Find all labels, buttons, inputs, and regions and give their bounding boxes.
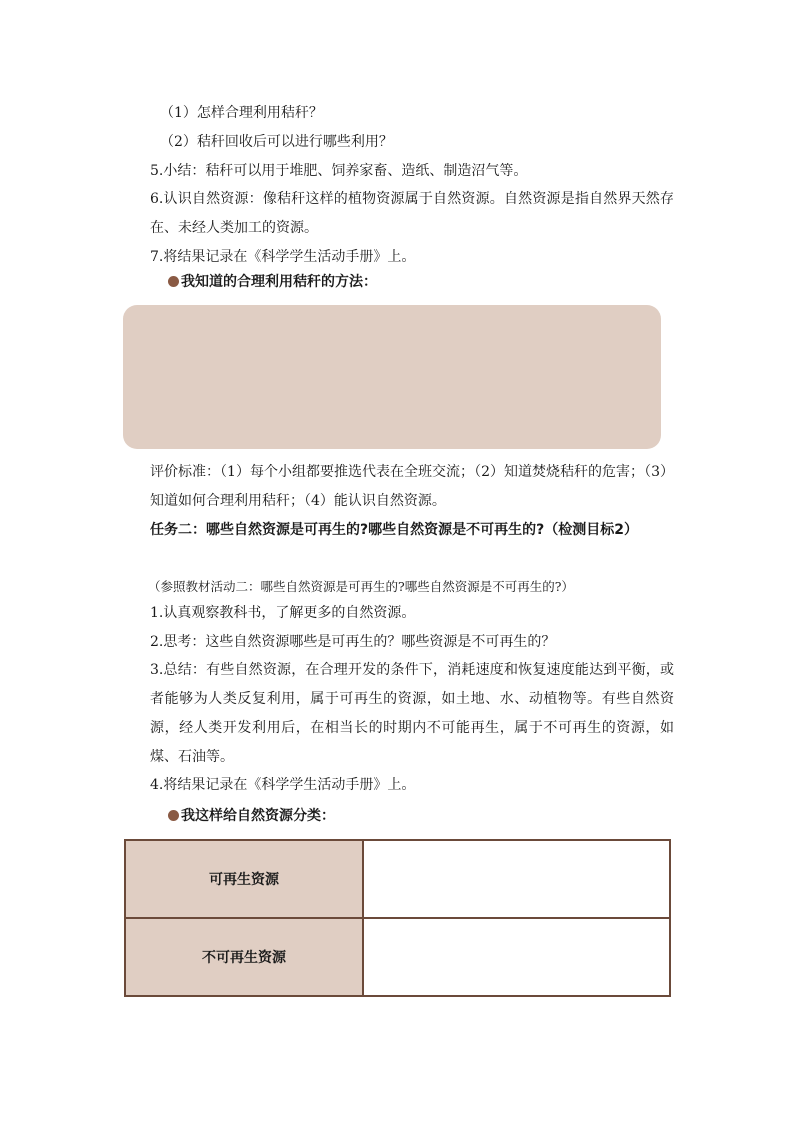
table-row [125, 840, 670, 918]
step-7-record: 7.将结果记录在《科学学生活动手册》上。 [150, 249, 416, 265]
heading-straw-methods [168, 272, 377, 292]
bullet-dot-icon [168, 810, 179, 821]
renewable-label-cell: 可再生资源 [125, 840, 363, 918]
task-2-step-1: 1.认真观察教科书，了解更多的自然资源。 [150, 605, 416, 621]
evaluation-criteria-text: 评价标准：（1）每个小组都要推选代表在全班交流；（2）知道焚烧秸秆的危害；（3）知道如何合理利用秸秆；（4）能认识自然资源。 [150, 464, 674, 509]
step-5-summary: 5.小结：秸秆可以用于堆肥、饲养家畜、造纸、制造沼气等。 [150, 163, 528, 179]
task-2-title [122, 516, 674, 545]
task-2-step-3 [122, 656, 674, 772]
resource-classification-table [124, 839, 671, 997]
question-2: （2）秸秆回收后可以进行哪些利用？ [160, 134, 393, 150]
task-2-title-text: 任务二：哪些自然资源是可再生的?哪些自然资源是不可再生的?（检测目标2） [150, 522, 638, 538]
heading-classify-resources [168, 806, 335, 826]
step-6-natural-resources [122, 185, 674, 243]
evaluation-criteria [122, 458, 674, 516]
task-2-step-2: 2.思考：这些自然资源哪些是可再生的？哪些资源是不可再生的？ [150, 634, 556, 650]
table-row [125, 918, 670, 996]
nonrenewable-label-cell: 不可再生资源 [125, 918, 363, 996]
nonrenewable-answer-cell[interactable] [363, 918, 670, 996]
step-6-text: 6.认识自然资源：像秸秆这样的植物资源属于自然资源。自然资源是指自然界天然存在、未经人类加工的资源。 [150, 191, 674, 236]
bullet-dot-icon [168, 276, 179, 287]
question-1: （1）怎样合理利用秸秆？ [160, 105, 323, 121]
heading-classify-resources-text: 我这样给自然资源分类： [181, 808, 335, 824]
renewable-answer-cell[interactable] [363, 840, 670, 918]
task-2-step-4: 4.将结果记录在《科学学生活动手册》上。 [150, 777, 416, 793]
heading-straw-methods-text: 我知道的合理利用秸秆的方法： [181, 274, 377, 290]
task-2-reference: （参照教材活动二：哪些自然资源是可再生的?哪些自然资源是不可再生的?） [148, 579, 574, 594]
answer-fill-box[interactable] [123, 305, 661, 449]
task-2-step-3-text: 3.总结：有些自然资源，在合理开发的条件下，消耗速度和恢复速度能达到平衡，或者能够为人类反复利用，属于可再生的资源，如土地、水、动植物等。有些自然资源，经人类开发利用后，在相当长的时期内不可能再生，属于不可再生的资源，如煤、石油等。 [150, 662, 674, 765]
